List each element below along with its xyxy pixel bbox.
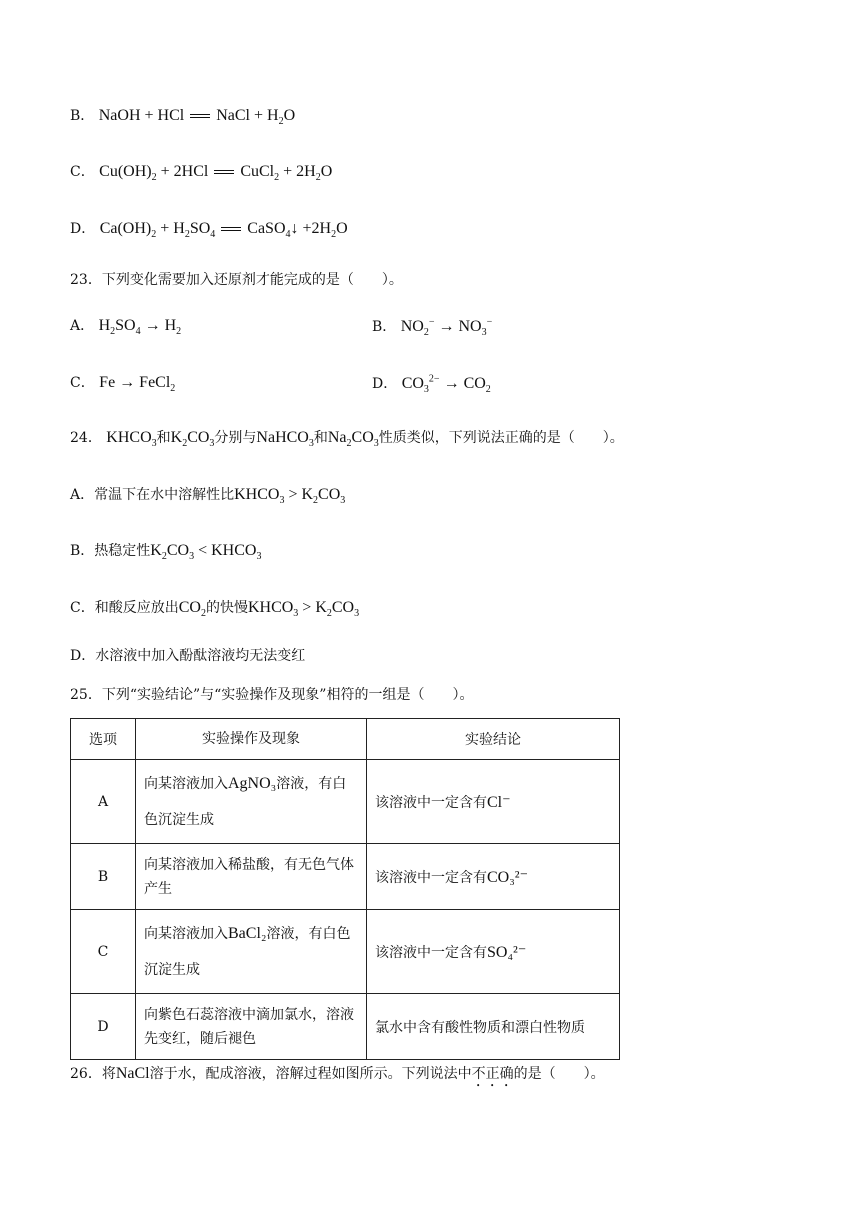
table-row (71, 844, 620, 910)
option-label: D． (70, 221, 96, 237)
row-option: B (71, 844, 136, 910)
table-header-row (71, 719, 620, 760)
q24-option-d: D．水溶液中加入酚酞溶液均无法变红 (70, 648, 306, 664)
option-b-equation: B． NaOH + HCl NaCl + $H_2O$ (70, 107, 296, 128)
emphasis-text: 不正确 (471, 1066, 514, 1082)
table-row (71, 994, 620, 1060)
row-operation: 向紫色石蕊溶液中滴加氯水，溶液先变红，随后褪色 (136, 994, 367, 1060)
q24-option-a: A．常温下在水中溶解性比$KHCO_3 > K_2CO_3$ (70, 486, 346, 507)
q23-option-c: C． Fe → FeCl$_2$ (70, 374, 176, 395)
q23-option-a: A． $H_2SO_4 \to H_2$ (70, 317, 182, 338)
question-24: 24． $KHCO_3$和$K_2CO_3$分别与NaHCO$_3$和$Na_2CO_3$性质类似，下列说法正确的是（ ）。 (70, 429, 624, 450)
row-option: A (71, 760, 136, 844)
q24-option-b: B．热稳定性$K_2CO_3$ < $KHCO_3$ (70, 542, 262, 563)
q23-option-b: B． $NO_2^- \to NO_3^-$ (372, 316, 493, 339)
table-row (71, 760, 620, 844)
row-operation: 向某溶液加入稀盐酸，有无色气体产生 (136, 844, 367, 910)
row-option: C (71, 910, 136, 994)
row-conclusion: 该溶液中一定含有SO₄²⁻ (367, 910, 620, 994)
row-option: D (71, 994, 136, 1060)
row-operation: 向某溶液加入AgNO₃溶液，有白色沉淀生成 (136, 760, 367, 844)
q23-option-d: D． $CO_3^{2-} \to CO_2$ (372, 373, 491, 396)
row-operation: 向某溶液加入BaCl₂溶液，有白色沉淀生成 (136, 910, 367, 994)
col-header-option: 选项 (71, 719, 136, 760)
row-conclusion: 氯水中含有酸性物质和漂白性物质 (367, 994, 620, 1060)
experiment-table (70, 718, 620, 1060)
row-conclusion: 该溶液中一定含有CO₃²⁻ (367, 844, 620, 910)
option-c-equation: C． $Cu(OH)_2 + 2HCl$ CuCl$_2$ + $2H_2O$ (70, 163, 333, 184)
col-header-conclusion: 实验结论 (367, 719, 620, 760)
col-header-operation: 实验操作及现象 (136, 719, 367, 760)
row-conclusion: 该溶液中一定含有Cl⁻ (367, 760, 620, 844)
question-25: 25．下列“实验结论”与“实验操作及现象”相符的一组是（ ）。 (70, 687, 474, 703)
option-d-equation: D． $Ca(OH)_2 + H_2SO_4$ CaSO$_4$↓ $+2H_2O$ (70, 220, 348, 241)
option-label: B． (70, 108, 95, 124)
q24-option-c: C．和酸反应放出$CO_2$的快慢$KHCO_3 > K_2CO_3$ (70, 599, 360, 620)
option-label: C． (70, 164, 95, 180)
question-23: 23．下列变化需要加入还原剂才能完成的是（ ）。 (70, 272, 403, 288)
table-row (71, 910, 620, 994)
question-26: 26．将NaCl溶于水，配成溶液，溶解过程如图所示。下列说法中不正确的是（ ）。 (70, 1065, 605, 1082)
